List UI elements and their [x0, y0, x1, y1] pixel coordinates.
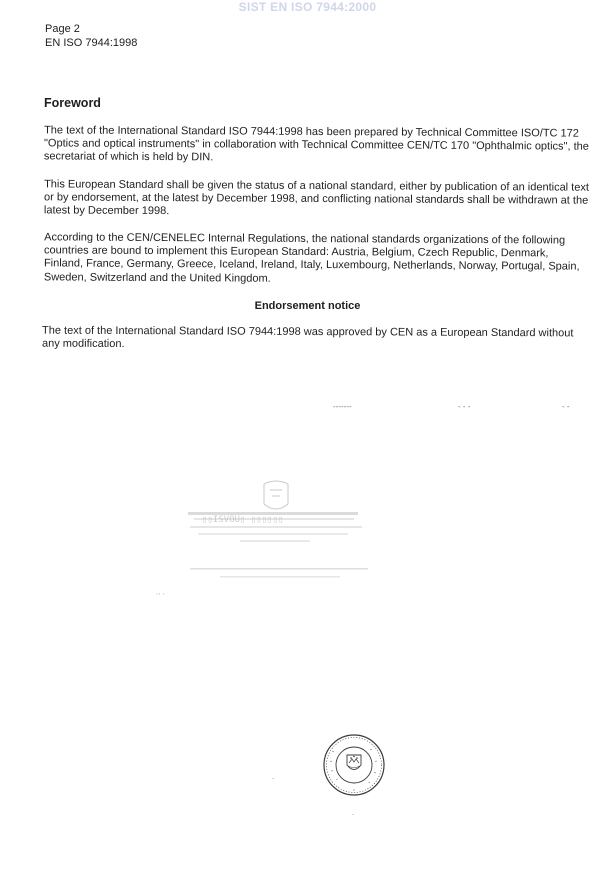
round-official-seal-icon — [322, 733, 386, 797]
endorsement-heading: Endorsement notice — [254, 300, 361, 312]
scan-mark: . — [352, 808, 355, 817]
page-number: Page 2 — [45, 23, 80, 35]
foreword-heading: Foreword — [44, 96, 101, 110]
standard-reference: EN ISO 7944:1998 — [45, 37, 138, 49]
scan-mark: ‐ ‐ ‐ — [458, 402, 471, 411]
scan-mark: ‐‐‐‐‐‐‐ — [333, 402, 352, 411]
foreword-paragraph: According to the CEN/CENELEC Internal Regulations, the national standards organizations of the following countries are bound to implement this European Standard: Austria, Belgium, Czech Republic, Denmark, Finland, France, Germany, Greece, Iceland, Ireland, Italy, Luxembourg, Netherlands, Norway, Portugal, Spain, Sweden, Switzerland and the United Kingdom. — [43, 231, 580, 285]
scan-mark: ‐ ‐ — [562, 402, 570, 411]
scan-mark: . — [272, 772, 275, 781]
svg-text:▯▯ISVOU▯ ▯▯▯▯▯▯: ▯▯ISVOU▯ ▯▯▯▯▯▯ — [202, 515, 284, 525]
foreword-paragraph: This European Standard shall be given the status of a national standard, either by publication of an identical text or by endorsement, at the latest by December 1998, and conflicting national standards shall be withdrawn at the latest by December 1998. — [43, 178, 589, 218]
faded-institute-stamp-icon — [180, 478, 380, 608]
page-header — [45, 22, 137, 50]
endorsement-text: The text of the International Standard ISO 7944:1998 was approved by CEN as a European Standard without any modification. — [41, 324, 574, 351]
scan-mark: ∙∙ ∙ — [156, 589, 165, 598]
watermark: SIST EN ISO 7944:2000 — [238, 0, 377, 14]
foreword-paragraph: The text of the International Standard ISO 7944:1998 has been prepared by Technical Committee ISO/TC 172 "Optics and optical instruments" in collaboration with Technical Committee CEN/TC 170 "Ophthalmic optics", the secretariat of which is held by DIN. — [43, 124, 589, 164]
